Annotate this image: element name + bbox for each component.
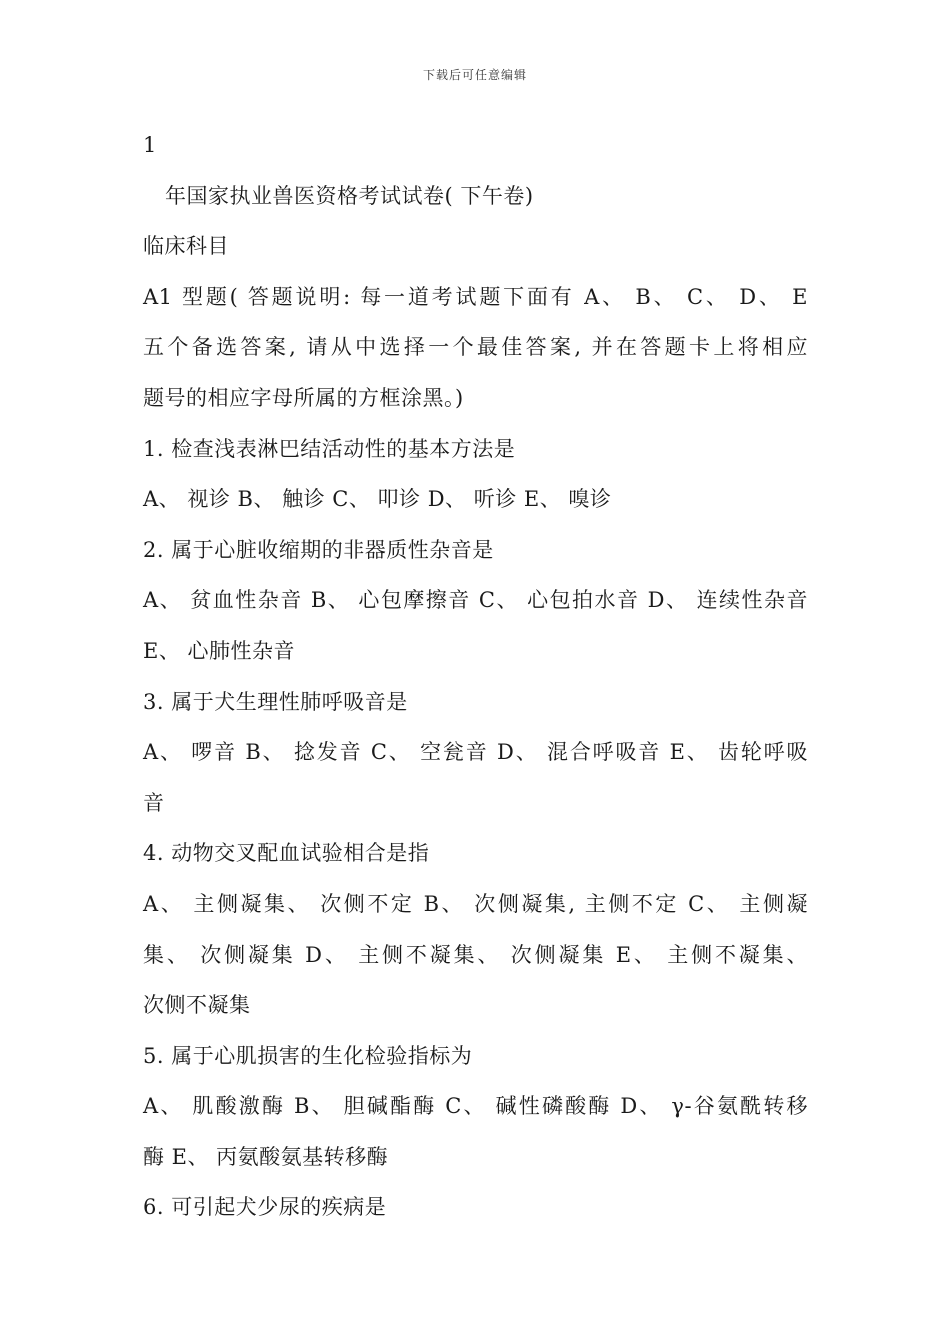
text-line: 临床科目	[143, 234, 229, 259]
text-line: 4. 动物交叉配血试验相合是指	[143, 841, 430, 866]
text-line: 次侧不凝集	[143, 993, 251, 1018]
header-note: 下载后可任意编辑	[422, 68, 527, 82]
text-line: 音	[143, 790, 165, 815]
text-line: 5. 属于心肌损害的生化检验指标为	[143, 1043, 473, 1068]
text-line: 1	[143, 133, 157, 157]
text-line: A、 贫血性杂音 B、 心包摩擦音 C、 心包拍水音 D、 连续性杂音	[143, 588, 808, 613]
text-line: 题号的相应字母所属的方框涂黑。)	[143, 385, 464, 410]
text-line: 酶 E、 丙氨酸氨基转移酶	[143, 1144, 389, 1169]
text-line: A1 型题( 答题说明: 每一道考试题下面有 A、 B、 C、 D、 E	[143, 284, 808, 309]
text-line: 3. 属于犬生理性肺呼吸音是	[143, 689, 408, 714]
text-line: E、 心肺性杂音	[143, 638, 296, 663]
text-line: A、 视诊 B、 触诊 C、 叩诊 D、 听诊 E、 嗅诊	[143, 487, 612, 512]
text-line: 1. 检查浅表淋巴结活动性的基本方法是	[143, 436, 516, 461]
text-line: 集、 次侧凝集 D、 主侧不凝集、 次侧凝集 E、 主侧不凝集、	[143, 942, 808, 967]
text-line: 6. 可引起犬少尿的疾病是	[143, 1195, 387, 1220]
text-line: A、 啰音 B、 捻发音 C、 空瓮音 D、 混合呼吸音 E、 齿轮呼吸	[143, 740, 808, 765]
text-line: 2. 属于心脏收缩期的非器质性杂音是	[143, 537, 494, 562]
text-line: A、 肌酸激酶 B、 胆碱酯酶 C、 碱性磷酸酶 D、 γ-谷氨酰转移	[143, 1094, 808, 1119]
text-line: 年国家执业兽医资格考试试卷( 下午卷)	[165, 183, 534, 208]
text-line: 五个备选答案, 请从中选择一个最佳答案, 并在答题卡上将相应	[143, 335, 808, 360]
text-line: A、 主侧凝集、 次侧不定 B、 次侧凝集, 主侧不定 C、 主侧凝	[143, 891, 808, 916]
document-body	[143, 120, 808, 1233]
